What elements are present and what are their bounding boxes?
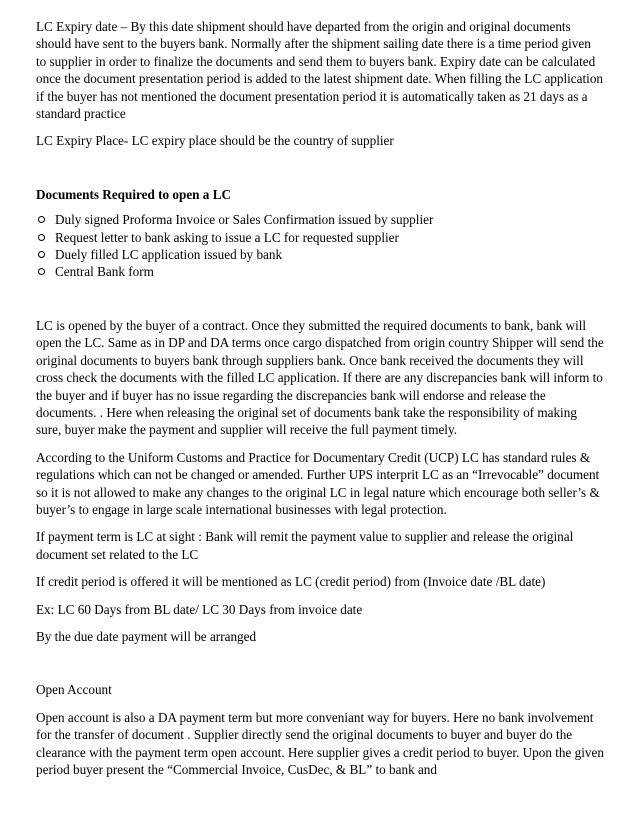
section-title-open-account: Open Account: [36, 682, 112, 698]
paragraph-lc-expiry-date: LC Expiry date – By this date shipment should have departed from the origin and original documents should have sent to the buyers bank. Normally after the shipment sailing date there is a time period given to supplier in order to finalize the documents and send them to buyers bank. Expiry date can be calculated once the document presentation period is added to the latest shipment date. When filling the LC application if the buyer has not mentioned the document presentation period it is automatically taken as 21 days as a standard practice: [36, 19, 604, 122]
paragraph-open-account: Open account is also a DA payment term but more conveniant way for buyers. Here no bank involvement for the transfer of document . Supplier directly send the original documents to buyer and buyer do the clearance with the payment term open account. Here supplier gives a credit period to buyer. Upon the given period buyer present the “Commercial Invoice, CusDec, & BL” to bank and: [36, 709, 604, 777]
circle-bullet-icon: [38, 216, 45, 223]
circle-bullet-icon: [38, 234, 45, 241]
list-item-text: Request letter to bank asking to issue a LC for requested supplier: [55, 229, 399, 245]
paragraph-lc-expiry-place: LC Expiry Place- LC expiry place should be the country of supplier: [36, 133, 394, 149]
list-item: [36, 246, 604, 263]
list-item-text: Central Bank form: [55, 264, 154, 280]
paragraph-due-date: By the due date payment will be arranged: [36, 628, 257, 644]
list-item-text: Duely filled LC application issued by bank: [55, 247, 283, 263]
list-item: [36, 229, 604, 246]
document-page: [36, 18, 604, 778]
paragraph-lc-at-sight: If payment term is LC at sight : Bank will remit the payment value to supplier and release the original document set related to the LC: [36, 529, 574, 562]
list-item-text: Duly signed Proforma Invoice or Sales Confirmation issued by supplier: [55, 212, 434, 228]
paragraph-lc-opened: LC is opened by the buyer of a contract. Once they submitted the required documents to bank, bank will open the LC. Same as in DP and DA terms once cargo dispatched from origin country Shipper will send the original documents to buyers bank through suppliers bank. Once bank received the documents they will cross check the documents with the filled LC application. If there are any discrepancies bank will inform to the buyer and if buyer has no issue regarding the discrepancies bank will endorse and release the documents. . Here when releasing the original set of documents bank take the responsibility of making sure, buyer make the payment and supplier will receive the full payment timely.: [36, 317, 604, 438]
documents-list: [36, 211, 604, 281]
section-heading-documents: Documents Required to open a LC: [36, 186, 232, 202]
circle-bullet-icon: [38, 251, 45, 258]
circle-bullet-icon: [38, 268, 45, 275]
list-item: [36, 263, 604, 280]
paragraph-credit-period: If credit period is offered it will be mentioned as LC (credit period) from (Invoice date /BL date): [36, 574, 546, 590]
list-item: [36, 211, 604, 228]
paragraph-ucp: According to the Uniform Customs and Practice for Documentary Credit (UCP) LC has standard rules & regulations which can not be changed or amended. Further UPS interprit LC as an “Irrevocable” document so it is not allowed to make any changes to the original LC in legal nature which encourage both seller’s & buyer’s to engage in large scale international businesses with legal protection.: [36, 449, 600, 517]
paragraph-example: Ex: LC 60 Days from BL date/ LC 30 Days from invoice date: [36, 601, 363, 617]
